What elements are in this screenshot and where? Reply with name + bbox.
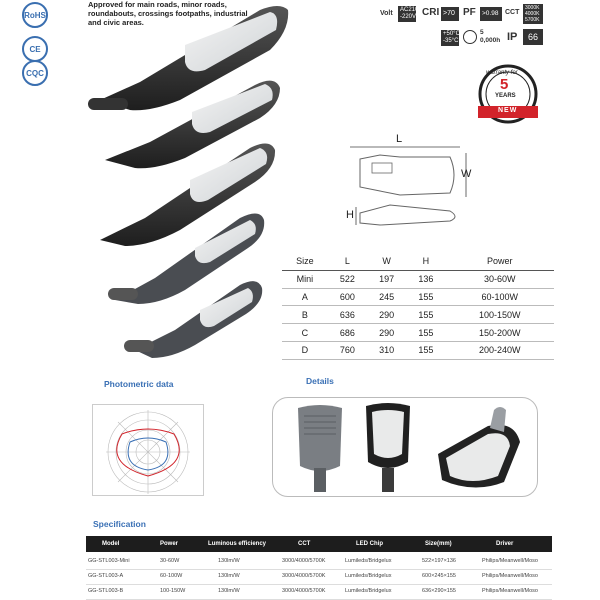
table-row (282, 270, 554, 288)
intro-text: Approved for main roads, minor roads, roundabouts, crossings footpaths, industrial and civic areas. (88, 0, 248, 27)
table-cell: 522 (328, 270, 367, 288)
table-cell: Mini (282, 270, 328, 288)
table-cell: 130lm/W (218, 588, 240, 594)
spec-header-model: Model (102, 541, 120, 547)
spec-header-efficiency: Luminous efficiency (208, 541, 267, 547)
table-cell: 155 (406, 324, 445, 342)
dim-w-label: W (461, 168, 472, 180)
product-lamps-image (80, 0, 300, 360)
table-cell: 155 (406, 341, 445, 359)
warranty-years-number: 5 (500, 76, 509, 93)
spec-header-power: Power (160, 541, 179, 547)
cct-label: CCT (505, 9, 520, 16)
ce-icon: CE (22, 36, 48, 62)
table-cell: 30-60W (445, 270, 554, 288)
size-table (282, 253, 554, 360)
table-cell: 100-150W (160, 588, 186, 594)
table-cell: 150-200W (445, 324, 554, 342)
table-cell: 636 (328, 306, 367, 324)
spec-table-header (86, 536, 552, 552)
table-cell: 600 (328, 288, 367, 306)
dim-h-label: H (346, 209, 354, 221)
table-row (282, 288, 554, 306)
spec-header-cct: CCT (298, 541, 311, 547)
table-cell: 155 (406, 306, 445, 324)
table-cell: Philips/Meanwell/Moso (482, 573, 538, 579)
cri-label: CRI (422, 7, 440, 18)
pf-label: PF (463, 7, 476, 18)
size-header-power: Power (445, 253, 554, 270)
warranty-years-label: YEARS (495, 93, 516, 99)
cct-value: 3000K 4000K 5700K (523, 4, 543, 24)
table-cell: 197 (367, 270, 406, 288)
table-cell: 130lm/W (218, 573, 240, 579)
ip-value: 66 (523, 29, 543, 45)
table-cell: 60-100W (160, 573, 183, 579)
specification-title: Specification (93, 519, 146, 529)
table-cell: 155 (406, 288, 445, 306)
temp-value: +50°C -35°C (441, 30, 459, 46)
table-row (86, 569, 552, 585)
size-header-l: L (328, 253, 367, 270)
table-cell: 3000/4000/5700K (282, 588, 326, 594)
table-cell: GG-STL003-B (88, 588, 124, 594)
pf-value: >0.98 (480, 7, 502, 21)
table-cell: 130lm/W (218, 558, 240, 564)
table-cell: Lumileds/Bridgelux (345, 558, 392, 564)
table-cell: D (282, 341, 328, 359)
table-cell: 3000/4000/5700K (282, 558, 326, 564)
spec-header-led-chip: LED Chip (356, 541, 383, 547)
table-cell: C (282, 324, 328, 342)
warranty-top-text: warranty for (486, 70, 518, 76)
table-cell: 3000/4000/5700K (282, 573, 326, 579)
details-title: Details (306, 376, 334, 386)
table-cell: 136 (406, 270, 445, 288)
table-cell: 290 (367, 306, 406, 324)
table-cell: 636×290×155 (422, 588, 456, 594)
cri-value: >70 (441, 7, 459, 21)
table-cell: 760 (328, 341, 367, 359)
table-row (86, 554, 552, 570)
detail-photo-front (360, 402, 416, 494)
spec-header-size: Size(mm) (425, 541, 452, 547)
table-cell: 200-240W (445, 341, 554, 359)
dimension-drawing (340, 135, 480, 245)
rohs-icon: RoHS (22, 2, 48, 28)
clock-icon (463, 30, 477, 44)
size-header-size: Size (282, 253, 328, 270)
table-cell: Philips/Meanwell/Moso (482, 558, 538, 564)
table-cell: GG-STL003-A (88, 573, 124, 579)
table-cell: 686 (328, 324, 367, 342)
table-cell: A (282, 288, 328, 306)
volt-value: AC210 -220V (398, 6, 416, 22)
table-cell: 30-60W (160, 558, 180, 564)
table-cell: 290 (367, 324, 406, 342)
spec-header-driver: Driver (496, 541, 514, 547)
size-header-h: H (406, 253, 445, 270)
table-cell: Philips/Meanwell/Moso (482, 588, 538, 594)
table-cell: B (282, 306, 328, 324)
table-row (282, 324, 554, 342)
table-cell: Lumileds/Bridgelux (345, 588, 392, 594)
photometric-polar-diagram (92, 404, 204, 496)
table-row (282, 306, 554, 324)
size-header-w: W (367, 253, 406, 270)
detail-photo-back (290, 402, 350, 494)
table-cell: 310 (367, 341, 406, 359)
life-value: 5 0,000h (480, 29, 501, 44)
detail-photo-angle (424, 402, 530, 494)
table-cell: 245 (367, 288, 406, 306)
table-cell: 600×245×155 (422, 573, 456, 579)
volt-label: Volt (380, 10, 393, 17)
table-row (282, 341, 554, 359)
table-cell: Lumileds/Bridgelux (345, 573, 392, 579)
table-row (86, 584, 552, 600)
table-cell: GG-STL003-Mini (88, 558, 130, 564)
dim-l-label: L (396, 133, 403, 145)
cqc-icon: CQC (22, 60, 48, 86)
table-cell: 522×197×136 (422, 558, 456, 564)
warranty-ribbon-text: NEW (498, 107, 518, 114)
table-cell: 60-100W (445, 288, 554, 306)
ip-label: IP (507, 31, 518, 43)
photometric-title: Photometric data (104, 379, 174, 389)
size-table-header (282, 253, 554, 270)
table-cell: 100-150W (445, 306, 554, 324)
